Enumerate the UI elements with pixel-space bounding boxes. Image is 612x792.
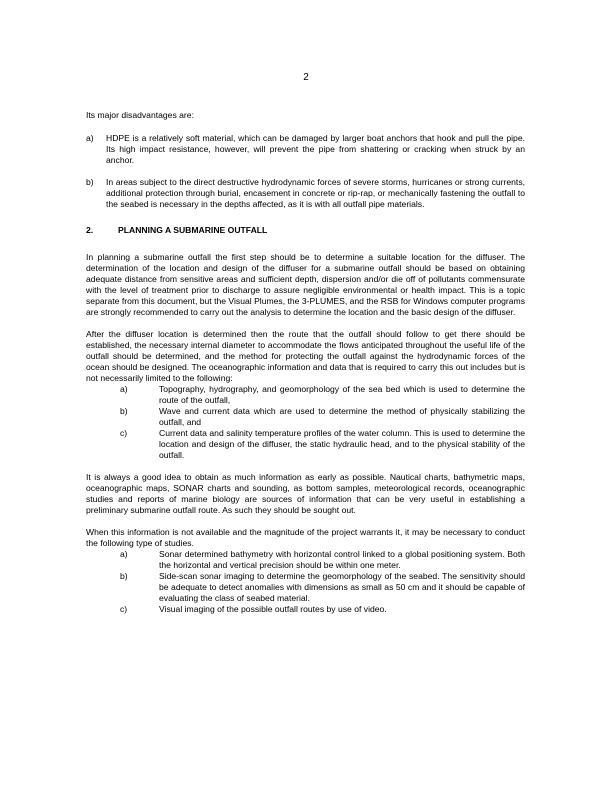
paragraph-location: In planning a submarine outfall the first step should be to determine a suitable location for the diffuser. The determination of the location and design of the diffuser for a submarine outfall should be based on obtaining adequate distance from sensitive areas and sufficient depth, dispersion and/or die off of pollutants commensurate with the level of treatment prior to discharge to assure negligible environmental or health impact. This is a topic separate from this document, but the Visual Plumes, the 3-PLUMES, and the RSB for Windows computer programs are strongly recommended to carry out the analysis to determine the location and the basic design of the diffuser. <box>86 252 525 317</box>
disadvantages-intro: Its major disadvantages are: <box>86 110 194 120</box>
study-item <box>120 549 525 571</box>
section-number: 2. <box>86 225 94 235</box>
list-text: In areas subject to the direct destructive hydrodynamic forces of severe storms, hurricanes or strong currents, additional protection through burial, encasement in concrete or rip-rap, or mechanically fastening the outfall to the seabed is necessary in the depths affected, as it is with all outfall pipe materials. <box>106 177 525 209</box>
list-label: c) <box>120 604 128 614</box>
page-number: 2 <box>303 72 309 83</box>
list-label: a) <box>86 133 94 143</box>
list-label: b) <box>86 177 94 187</box>
required-data-item <box>120 384 525 406</box>
list-label: b) <box>120 406 128 416</box>
disadvantage-item <box>86 133 525 166</box>
study-item <box>120 604 525 615</box>
disadvantage-item <box>86 177 525 210</box>
section-heading <box>86 225 525 236</box>
list-text: Side-scan sonar imaging to determine the geomorphology of the seabed. The sensitivity should be adequate to detect anomalies with dimensions as small as 50 cm and it should be capable of evaluating the class of seabed material. <box>159 571 525 603</box>
paragraph-information: It is always a good idea to obtain as much information as early as possible. Nautical charts, bathymetric maps, oceanographic maps, SONAR charts and sounding, as bottom samples, meteorological records, oceanographic studies and reports of marine biology are sources of information that can be very useful in establishing a preliminary submarine outfall route. As such they should be sought out. <box>86 472 525 515</box>
document-body <box>86 110 525 615</box>
required-data-item <box>120 428 525 461</box>
list-text: Visual imaging of the possible outfall routes by use of video. <box>159 604 387 614</box>
list-text: HDPE is a relatively soft material, which can be damaged by larger boat anchors that hook and pull the pipe. Its high impact resistance, however, will prevent the pipe from shattering or cracking when struck by an anchor. <box>106 133 525 165</box>
list-label: a) <box>120 549 128 559</box>
section-title: PLANNING A SUBMARINE OUTFALL <box>118 225 268 235</box>
list-text: Topography, hydrography, and geomorphology of the sea bed which is used to determine the route of the outfall, <box>159 384 525 405</box>
paragraph-route: After the diffuser location is determined then the route that the outfall should follow to get there should be established, the necessary internal diameter to accommodate the flows anticipated throughout the useful life of the outfall should be determined, and the method for protecting the outfall against the hydrodynamic forces of the ocean should be designed. The oceanographic information and data that is required to carry this out includes but is not necessarily limited to the following: <box>86 329 525 383</box>
list-text: Current data and salinity temperature profiles of the water column. This is used to determine the location and design of the diffuser, the static hydraulic head, and to the physical stability of the outfall. <box>159 428 525 460</box>
list-label: c) <box>120 428 128 438</box>
list-label: b) <box>120 571 128 581</box>
list-text: Wave and current data which are used to determine the method of physically stabilizing the outfall, and <box>159 406 525 427</box>
study-item <box>120 571 525 604</box>
required-data-item <box>120 406 525 428</box>
paragraph-studies: When this information is not available and the magnitude of the project warrants it, it may be necessary to conduct the following type of studies. <box>86 527 525 548</box>
list-text: Sonar determined bathymetry with horizontal control linked to a global positioning system. Both the horizontal and vertical precision should be within one meter. <box>159 549 525 570</box>
list-label: a) <box>120 384 128 394</box>
